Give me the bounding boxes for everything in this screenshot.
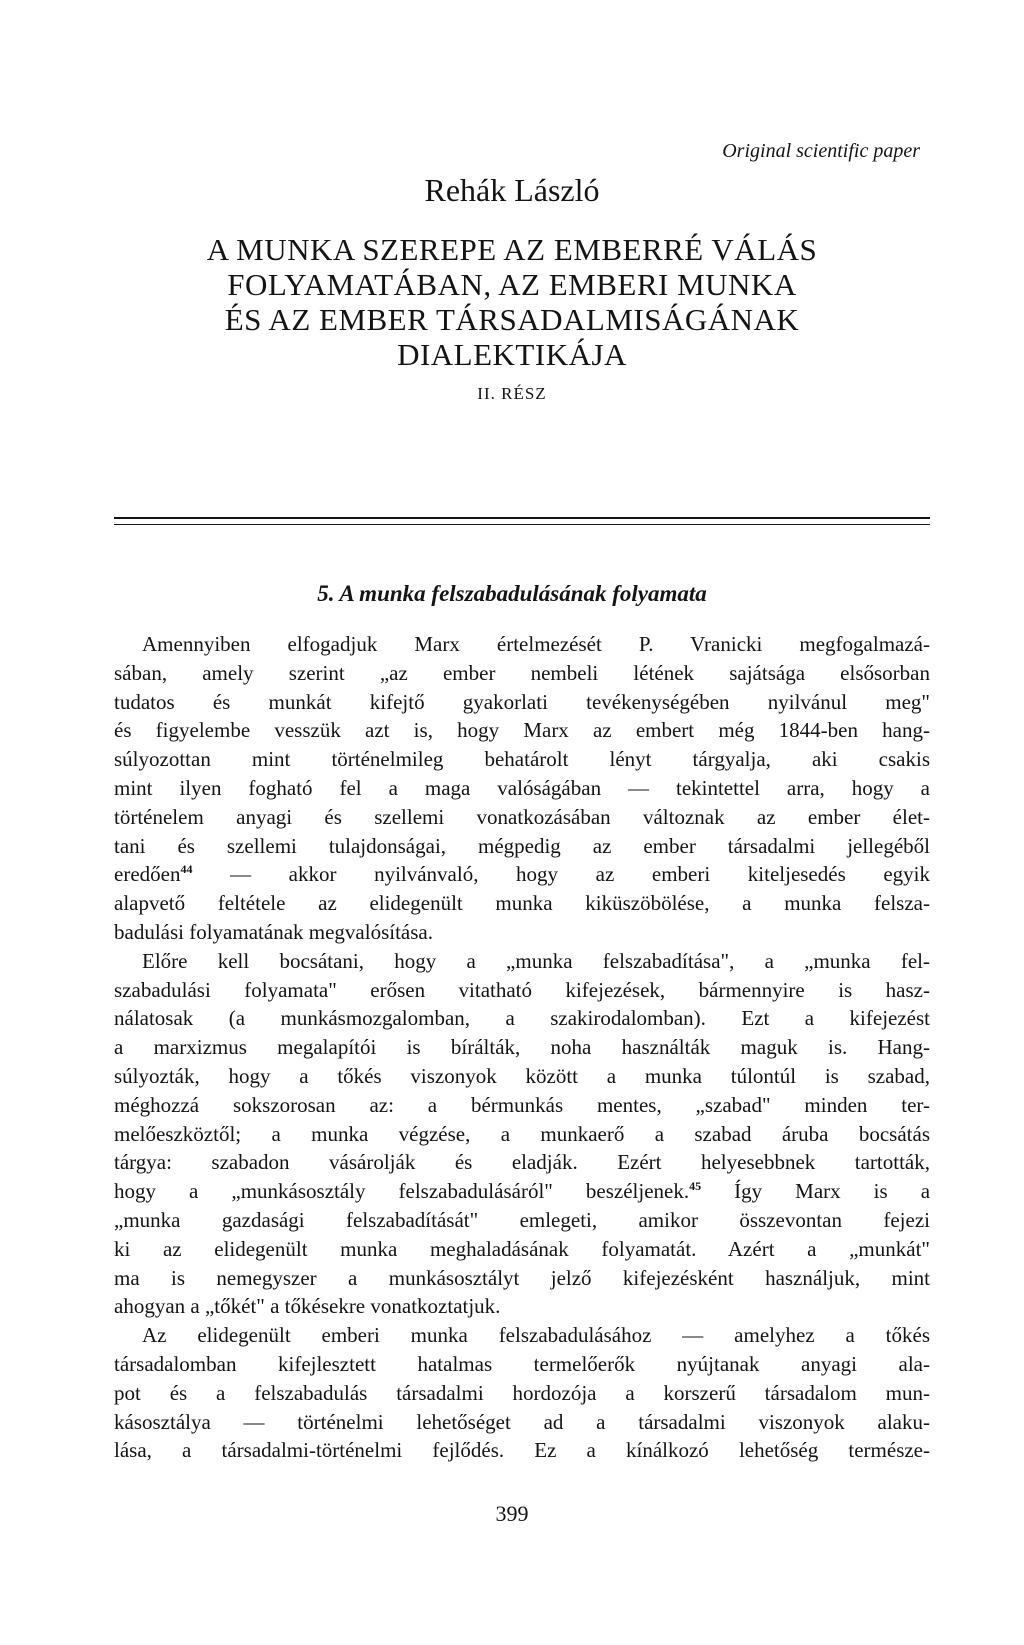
text-line xyxy=(114,1177,930,1206)
text-line: tárgya: szabadon vásárolják és eladják. Ezért helyesebbnek tartották, xyxy=(114,1150,930,1175)
body-text xyxy=(114,630,930,1465)
text-segment: Így Marx is a xyxy=(734,1179,931,1204)
text-line xyxy=(114,860,930,889)
divider-thick xyxy=(114,517,930,519)
text-line: méghozzá sokszorosan az: a bérmunkás mentes, „szabad" minden ter- xyxy=(114,1092,930,1117)
part-label: II. RÉSZ xyxy=(477,384,547,403)
title-line: DIALEKTIKÁJA xyxy=(397,337,627,372)
text-line: súlyozottan mint történelmileg behatárolt lényt tárgyalja, aki csakis xyxy=(114,747,930,772)
footnote-ref[interactable]: 44 xyxy=(180,862,193,877)
text-line: Az elidegenült emberi munka felszabadulásához — amelyhez a tőkés xyxy=(142,1323,930,1348)
text-line: a marxizmus megalapítói is bírálták, noha használták maguk is. Hang- xyxy=(114,1035,930,1060)
text-line: alapvető feltétele az elidegenült munka kiküszöbölése, a munka felsza- xyxy=(114,891,930,916)
text-line: kásosztálya — történelmi lehetőséget ad a társadalmi viszonyok alaku- xyxy=(114,1409,930,1434)
text-line: lása, a társadalmi-történelmi fejlődés. Ez a kínálkozó lehetőség természe- xyxy=(114,1438,930,1463)
text-line: társadalomban kifejlesztett hatalmas termelőerők nyújtanak anyagi ala- xyxy=(114,1351,930,1376)
text-line: Amennyiben elfogadjuk Marx értelmezését P. Vranicki megfogalmazá- xyxy=(142,632,930,656)
section-heading: 5. A munka felszabadulásának folyamata xyxy=(317,581,707,606)
text-line: tudatos és munkát kifejtő gyakorlati tevékenységében nyilvánul meg" xyxy=(114,689,930,714)
text-line: Előre kell bocsátani, hogy a „munka felszabadítása", a „munka fel- xyxy=(142,948,930,973)
text-line: tani és szellemi tulajdonságai, mégpedig az ember társadalmi jellegéből xyxy=(114,833,930,858)
author-name: Rehák László xyxy=(424,172,600,208)
divider-thin xyxy=(114,524,930,525)
text-line: ma is nemegyszer a munkásosztályt jelző kifejezésként használjuk, mint xyxy=(114,1265,930,1290)
text-line: badulási folyamatának megvalósítása. xyxy=(114,919,433,944)
text-segment: hogy a „munkásosztály felszabadulásáról" beszéljenek. xyxy=(114,1179,690,1204)
article-title xyxy=(150,232,874,372)
text-line: szabadulási folyamata" erősen vitatható kifejezések, bármennyire is hasz- xyxy=(114,977,930,1002)
title-line: ÉS AZ EMBER TÁRSADALMISÁGÁNAK xyxy=(224,302,800,337)
text-segment: — akkor nyilvánvaló, hogy az emberi kiteljesedés egyik xyxy=(230,862,930,887)
text-line: és figyelembe vesszük azt is, hogy Marx az embert még 1844-ben hang- xyxy=(114,718,930,743)
page-number: 399 xyxy=(495,1501,529,1526)
footnote-ref[interactable]: 45 xyxy=(689,1179,702,1194)
text-line: történelem anyagi és szellemi vonatkozásában változnak az ember élet- xyxy=(114,804,930,829)
text-line: melőeszköztől; a munka végzése, a munkaerő a szabad áruba bocsátás xyxy=(114,1121,930,1146)
text-line: ki az elidegenült munka meghaladásának folyamatát. Azért a „munkát" xyxy=(114,1236,930,1261)
title-line: FOLYAMATÁBAN, AZ EMBERI MUNKA xyxy=(227,267,797,302)
text-line: mint ilyen fogható fel a maga valóságában — tekintettel arra, hogy a xyxy=(114,775,930,800)
text-line: sában, amely szerint „az ember nembeli létének sajátsága elsősorban xyxy=(114,660,930,685)
text-segment: eredően xyxy=(114,862,181,887)
text-line: súlyozták, hogy a tőkés viszonyok között a munka túlontúl is szabad, xyxy=(114,1063,930,1088)
text-line: ahogyan a „tőkét" a tőkésekre vonatkoztatjuk. xyxy=(114,1294,501,1319)
text-line: „munka gazdasági felszabadítását" emlegeti, amikor összevontan fejezi xyxy=(114,1207,930,1232)
text-line: pot és a felszabadulás társadalmi hordozója a korszerű társadalom mun- xyxy=(114,1380,930,1405)
paper-type-label: Original scientific paper xyxy=(722,140,920,162)
text-line: nálatosak (a munkásmozgalomban, a szakirodalomban). Ezt a kifejezést xyxy=(114,1006,930,1031)
title-line: A MUNKA SZEREPE AZ EMBERRÉ VÁLÁS xyxy=(206,232,818,267)
